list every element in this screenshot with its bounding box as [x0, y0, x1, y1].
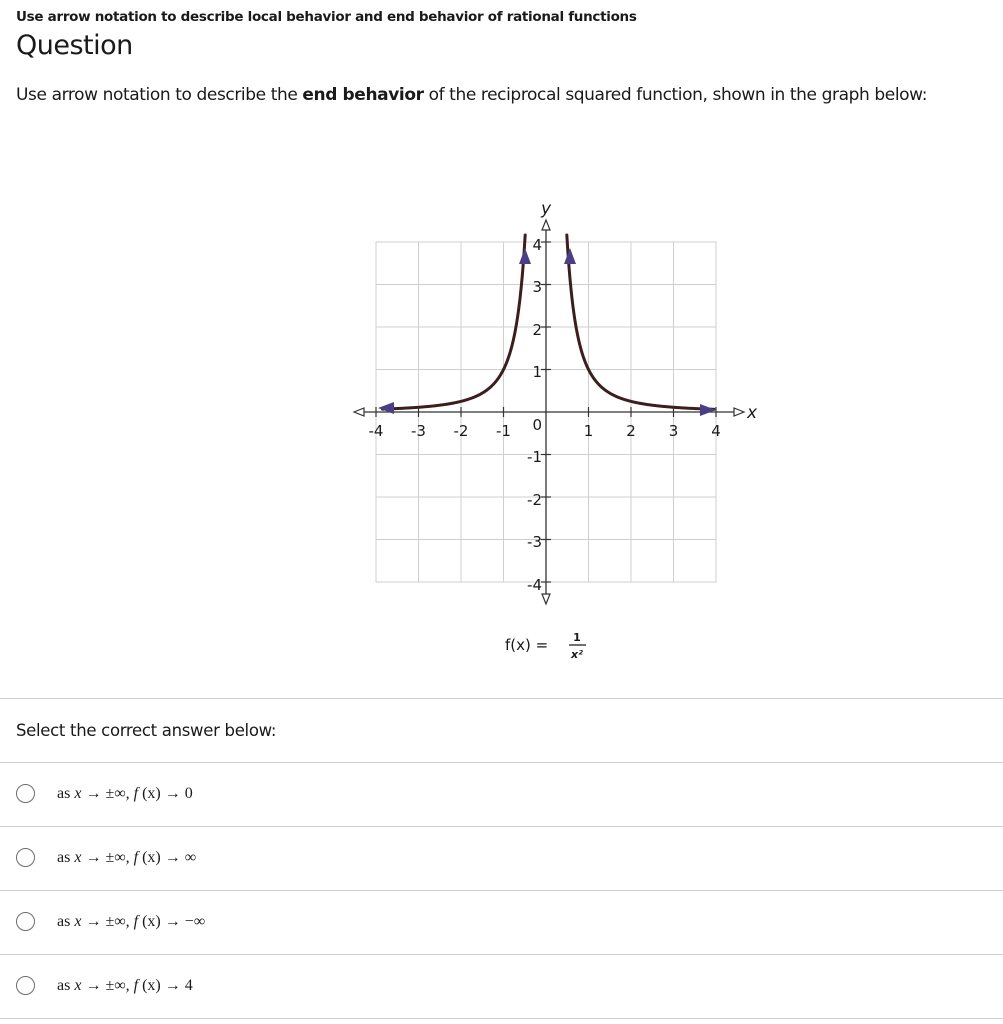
y-tick-label: -1 — [527, 448, 542, 466]
answer-option-text-1: as x → ±∞, f (x) → 0 — [57, 785, 193, 802]
section-divider — [0, 698, 1003, 699]
y-axis-up-arrow-icon — [542, 220, 550, 230]
x-axis-label: x — [747, 403, 758, 423]
function-caption — [505, 631, 586, 661]
x-axis-left-arrow-icon — [354, 408, 364, 416]
answer-option-4[interactable] — [0, 955, 1003, 1019]
x-axis-right-arrow-icon — [734, 408, 744, 416]
y-tick-label: 2 — [532, 321, 542, 339]
curve-left-top-arrow-icon — [519, 248, 531, 264]
question-title: Question — [16, 30, 133, 61]
answer-option-text-4: as x → ±∞, f (x) → 4 — [57, 977, 193, 994]
answer-option-2[interactable] — [0, 827, 1003, 891]
radio-button-3[interactable] — [16, 912, 35, 931]
curve-right-top-arrow-icon — [564, 248, 576, 264]
y-tick-label: -3 — [527, 533, 542, 551]
y-tick-label: 4 — [532, 236, 542, 254]
y-axis-label: y — [540, 199, 552, 219]
x-tick-label: -2 — [453, 422, 469, 440]
y-tick-label: 1 — [532, 363, 542, 381]
radio-button-1[interactable] — [16, 784, 35, 803]
y-tick-label: -2 — [527, 491, 542, 509]
radio-button-2[interactable] — [16, 848, 35, 867]
y-tick-labels — [527, 236, 542, 594]
y-tick-label: -4 — [527, 576, 542, 594]
caption-lhs: f(x) = — [505, 636, 549, 654]
topic-heading: Use arrow notation to describe local behavior and end behavior of rational functions — [16, 9, 637, 25]
option-divider — [0, 1018, 1003, 1019]
x-tick-label: 3 — [668, 422, 679, 440]
x-tick-label: -4 — [368, 422, 384, 440]
answer-option-1[interactable] — [0, 763, 1003, 827]
y-tick-label: 3 — [532, 278, 542, 296]
radio-button-4[interactable] — [16, 976, 35, 995]
origin-label: 0 — [532, 416, 542, 434]
answer-option-text-3: as x → ±∞, f (x) → −∞ — [57, 913, 206, 930]
x-tick-label: -3 — [411, 422, 426, 440]
answer-option-3[interactable] — [0, 891, 1003, 955]
x-tick-label: 1 — [583, 422, 594, 440]
x-tick-label: 2 — [626, 422, 636, 440]
prompt-text-after: of the reciprocal squared function, shown in the graph below: — [423, 85, 928, 105]
caption-denominator: x² — [571, 648, 583, 661]
prompt-text-bold: end behavior — [302, 85, 424, 105]
curve-arrowheads — [378, 248, 716, 416]
prompt-text-before: Use arrow notation to describe the — [16, 85, 303, 105]
y-axis-down-arrow-icon — [542, 594, 550, 604]
curve-right-end-arrow-icon — [700, 404, 716, 416]
select-answer-label: Select the correct answer below: — [16, 721, 277, 740]
x-tick-label: -1 — [496, 422, 511, 440]
x-tick-label: 4 — [711, 422, 721, 440]
caption-numerator: 1 — [573, 631, 581, 644]
x-tick-labels — [369, 422, 721, 440]
answer-option-text-2: as x → ±∞, f (x) → ∞ — [57, 849, 197, 866]
